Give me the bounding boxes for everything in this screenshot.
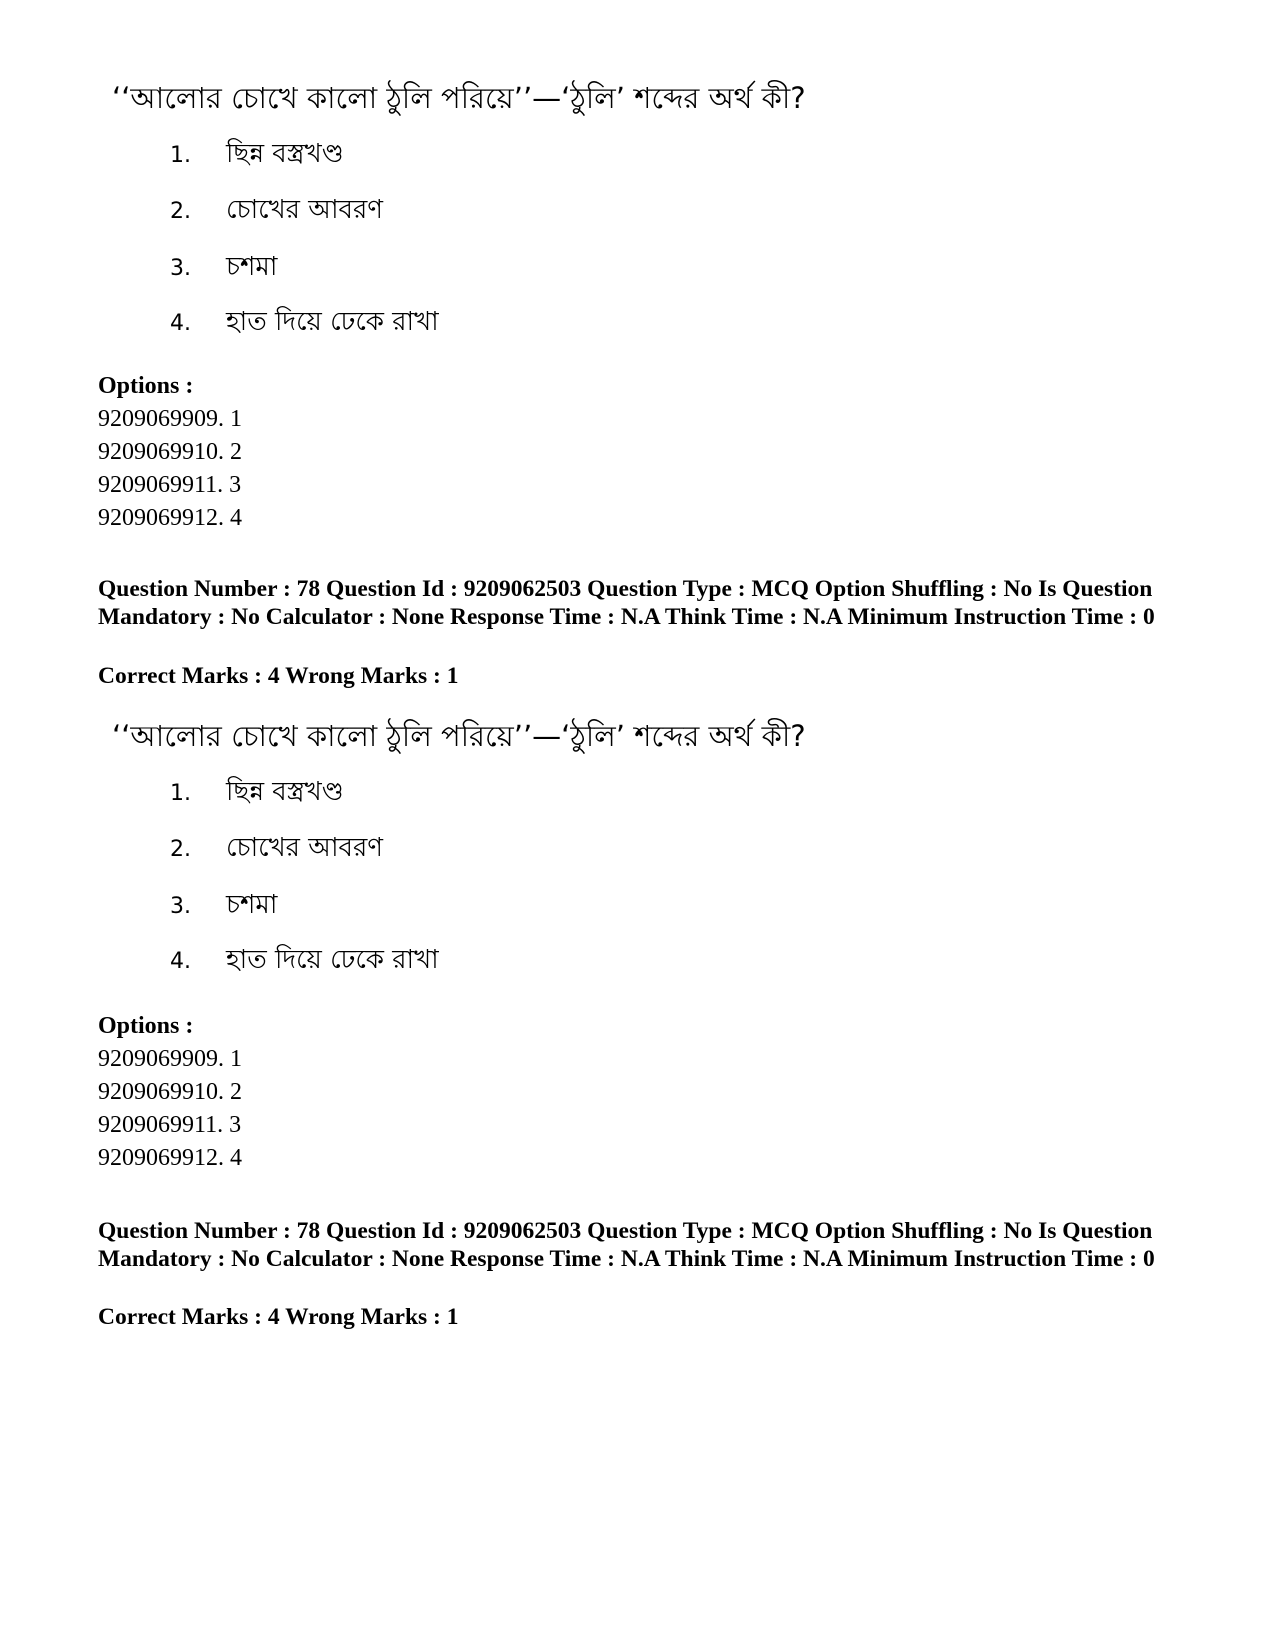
choice-text: হাত দিয়ে ঢেকে রাখা <box>226 945 439 975</box>
question-stem: ‘‘আলোর চোখে কালো ঠুলি পরিয়ে’’—‘ঠুলি’ শব্দের অর্থ কী? <box>112 81 806 115</box>
question-marks: Correct Marks : 4 Wrong Marks : 1 <box>98 1304 459 1330</box>
option-line-3: 9209069911. 3 <box>98 472 242 498</box>
options-label: Options : <box>98 373 194 399</box>
choice-number: 2. <box>170 837 191 862</box>
question-meta: Question Number : 78 Question Id : 9209062503 Question Type : MCQ Option Shuffling : No Is Question Mandatory : No Calculator : None Response Time : N.A Think Time : N.A Minimum Instruction Time : 0 <box>98 1218 1155 1272</box>
choice-number: 3. <box>170 894 191 919</box>
choice-text: ছিন্ন বস্ত্রখণ্ড <box>226 139 344 169</box>
choice-text: চোখের আবরণ <box>226 833 384 863</box>
option-line-4: 9209069912. 4 <box>98 1145 242 1171</box>
options-label: Options : <box>98 1013 194 1039</box>
question-choice-1 <box>170 774 344 812</box>
question-stem: ‘‘আলোর চোখে কালো ঠুলি পরিয়ে’’—‘ঠুলি’ শব্দের অর্থ কী? <box>112 719 806 753</box>
choice-number: 1. <box>170 781 191 806</box>
question-content <box>112 716 812 996</box>
choice-text: হাত দিয়ে ঢেকে রাখা <box>226 307 439 337</box>
question-marks: Correct Marks : 4 Wrong Marks : 1 <box>98 663 459 689</box>
question-choice-3 <box>170 887 277 925</box>
choice-number: 3. <box>170 256 191 281</box>
choice-text: চোখের আবরণ <box>226 195 384 225</box>
choice-number: 2. <box>170 199 191 224</box>
choice-text: চশমা <box>226 890 278 920</box>
option-line-2: 9209069910. 2 <box>98 1079 242 1105</box>
option-line-2: 9209069910. 2 <box>98 439 242 465</box>
option-line-4: 9209069912. 4 <box>98 505 242 531</box>
option-line-3: 9209069911. 3 <box>98 1112 242 1138</box>
choice-number: 4. <box>170 311 191 336</box>
question-choice-2 <box>170 830 383 868</box>
option-line-1: 9209069909. 1 <box>98 1046 242 1072</box>
question-meta: Question Number : 78 Question Id : 9209062503 Question Type : MCQ Option Shuffling : No Is Question Mandatory : No Calculator : None Response Time : N.A Think Time : N.A Minimum Instruction Time : 0 <box>98 576 1155 630</box>
choice-number: 4. <box>170 949 191 974</box>
option-line-1: 9209069909. 1 <box>98 406 242 432</box>
choice-text: চশমা <box>226 252 278 282</box>
choice-number: 1. <box>170 143 191 168</box>
choice-text: ছিন্ন বস্ত্রখণ্ড <box>226 777 344 807</box>
question-choice-4 <box>170 942 439 980</box>
